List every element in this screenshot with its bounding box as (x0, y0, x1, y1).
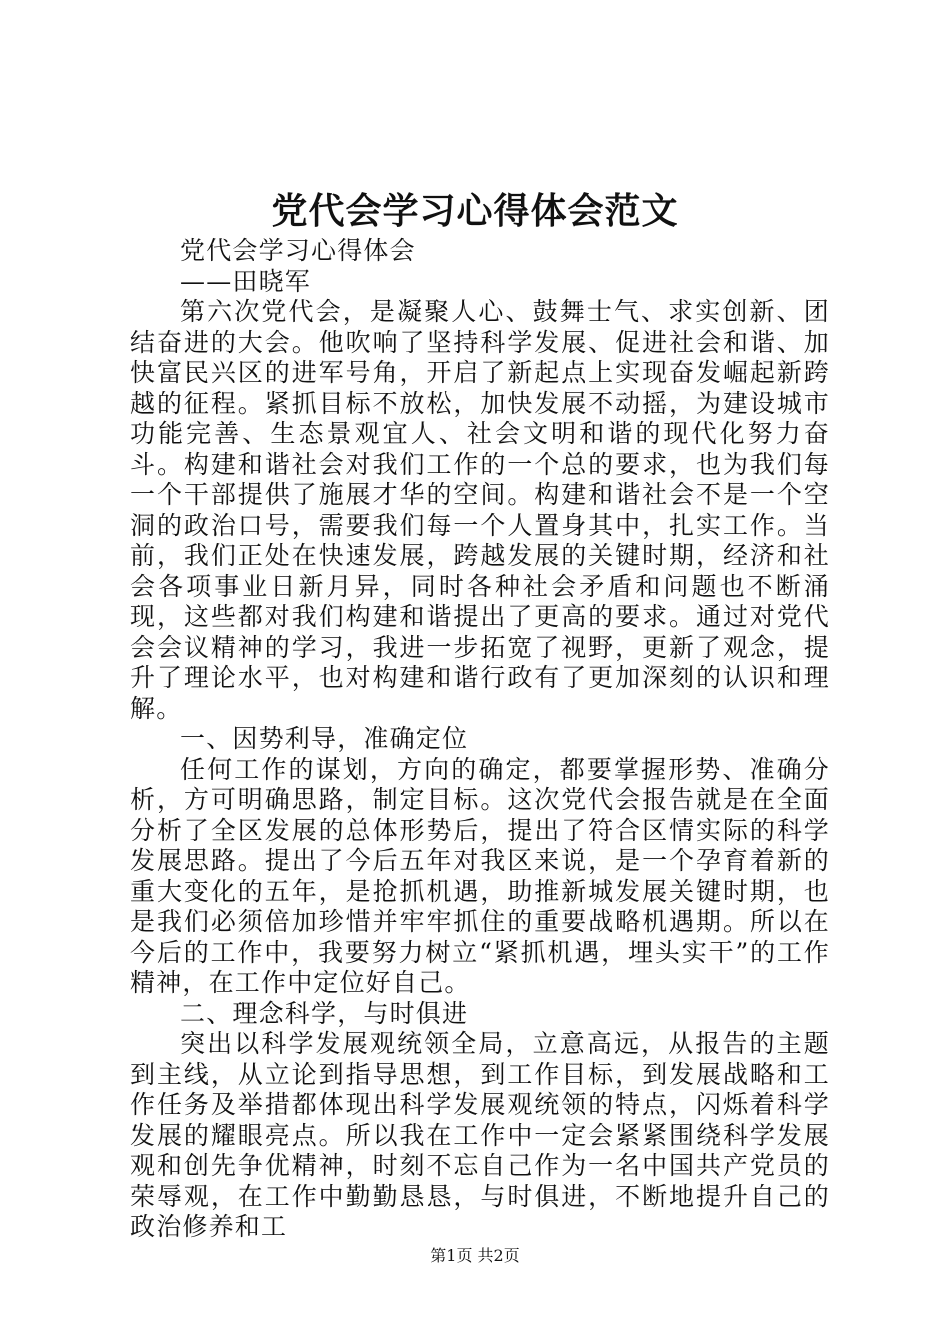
page-number-footer: 第1页 共2页 (430, 1246, 520, 1265)
document-author: ——田晓军 (180, 266, 312, 296)
paragraph-section-1: 任何工作的谋划，方向的确定，都要掌握形势、准确分析，方可明确思路，制定目标。这次党代会报告就是在全面分析了全区发展的总体形势后，提出了符合区情实际的科学发展思路。提出了今后五年对我区来说，是一个孕育着新的重大变化的五年，是抢抓机遇，助推新城发展关键时期，也是我们必须倍加珍惜并牢牢抓住的重要战略机遇期。所以在今后的工作中，我要努力树立“紧抓机遇，埋头实干”的工作精神，在工作中定位好自己。 (130, 754, 830, 997)
document-title: 党代会学习心得体会范文 (271, 190, 679, 232)
paragraph-intro: 第六次党代会，是凝聚人心、鼓舞士气、求实创新、团结奋进的大会。他吹响了坚持科学发展、促进社会和谐、加快富民兴区的进军号角，开启了新起点上实现奋发崛起新跨越的征程。紧抓目标不放松，加快发展不动摇，为建设城市功能完善、生态景观宜人、社会文明和谐的现代化努力奋斗。构建和谐社会对我们工作的一个总的要求，也为我们每一个干部提供了施展才华的空间。构建和谐社会不是一个空洞的政治口号，需要我们每一个人置身其中，扎实工作。当前，我们正处在快速发展，跨越发展的关键时期，经济和社会各项事业日新月异，同时各种社会矛盾和问题也不断涌现，这些都对我们构建和谐提出了更高的要求。通过对党代会会议精神的学习，我进一步拓宽了视野，更新了观念，提升了理论水平，也对构建和谐行政有了更加深刻的认识和理解。 (130, 297, 830, 723)
document-subtitle: 党代会学习心得体会 (180, 236, 416, 265)
section-heading-2: 二、理念科学，与时俱进 (180, 998, 469, 1028)
section-heading-1: 一、因势利导，准确定位 (180, 724, 469, 753)
document-body (130, 236, 830, 1243)
paragraph-section-2: 突出以科学发展观统领全局，立意高远，从报告的主题到主线，从立论到指导思想，到工作目标，到发展战略和工作任务及举措都体现出科学发展观统领的特点，闪烁着科学发展的耀眼亮点。所以我在工作中一定会紧紧围绕科学发展观和创先争优精神，时刻不忘自己作为一名中国共产党员的荣辱观，在工作中勤勤恳恳，与时俱进，不断地提升自己的政治修养和工 (130, 1029, 830, 1241)
